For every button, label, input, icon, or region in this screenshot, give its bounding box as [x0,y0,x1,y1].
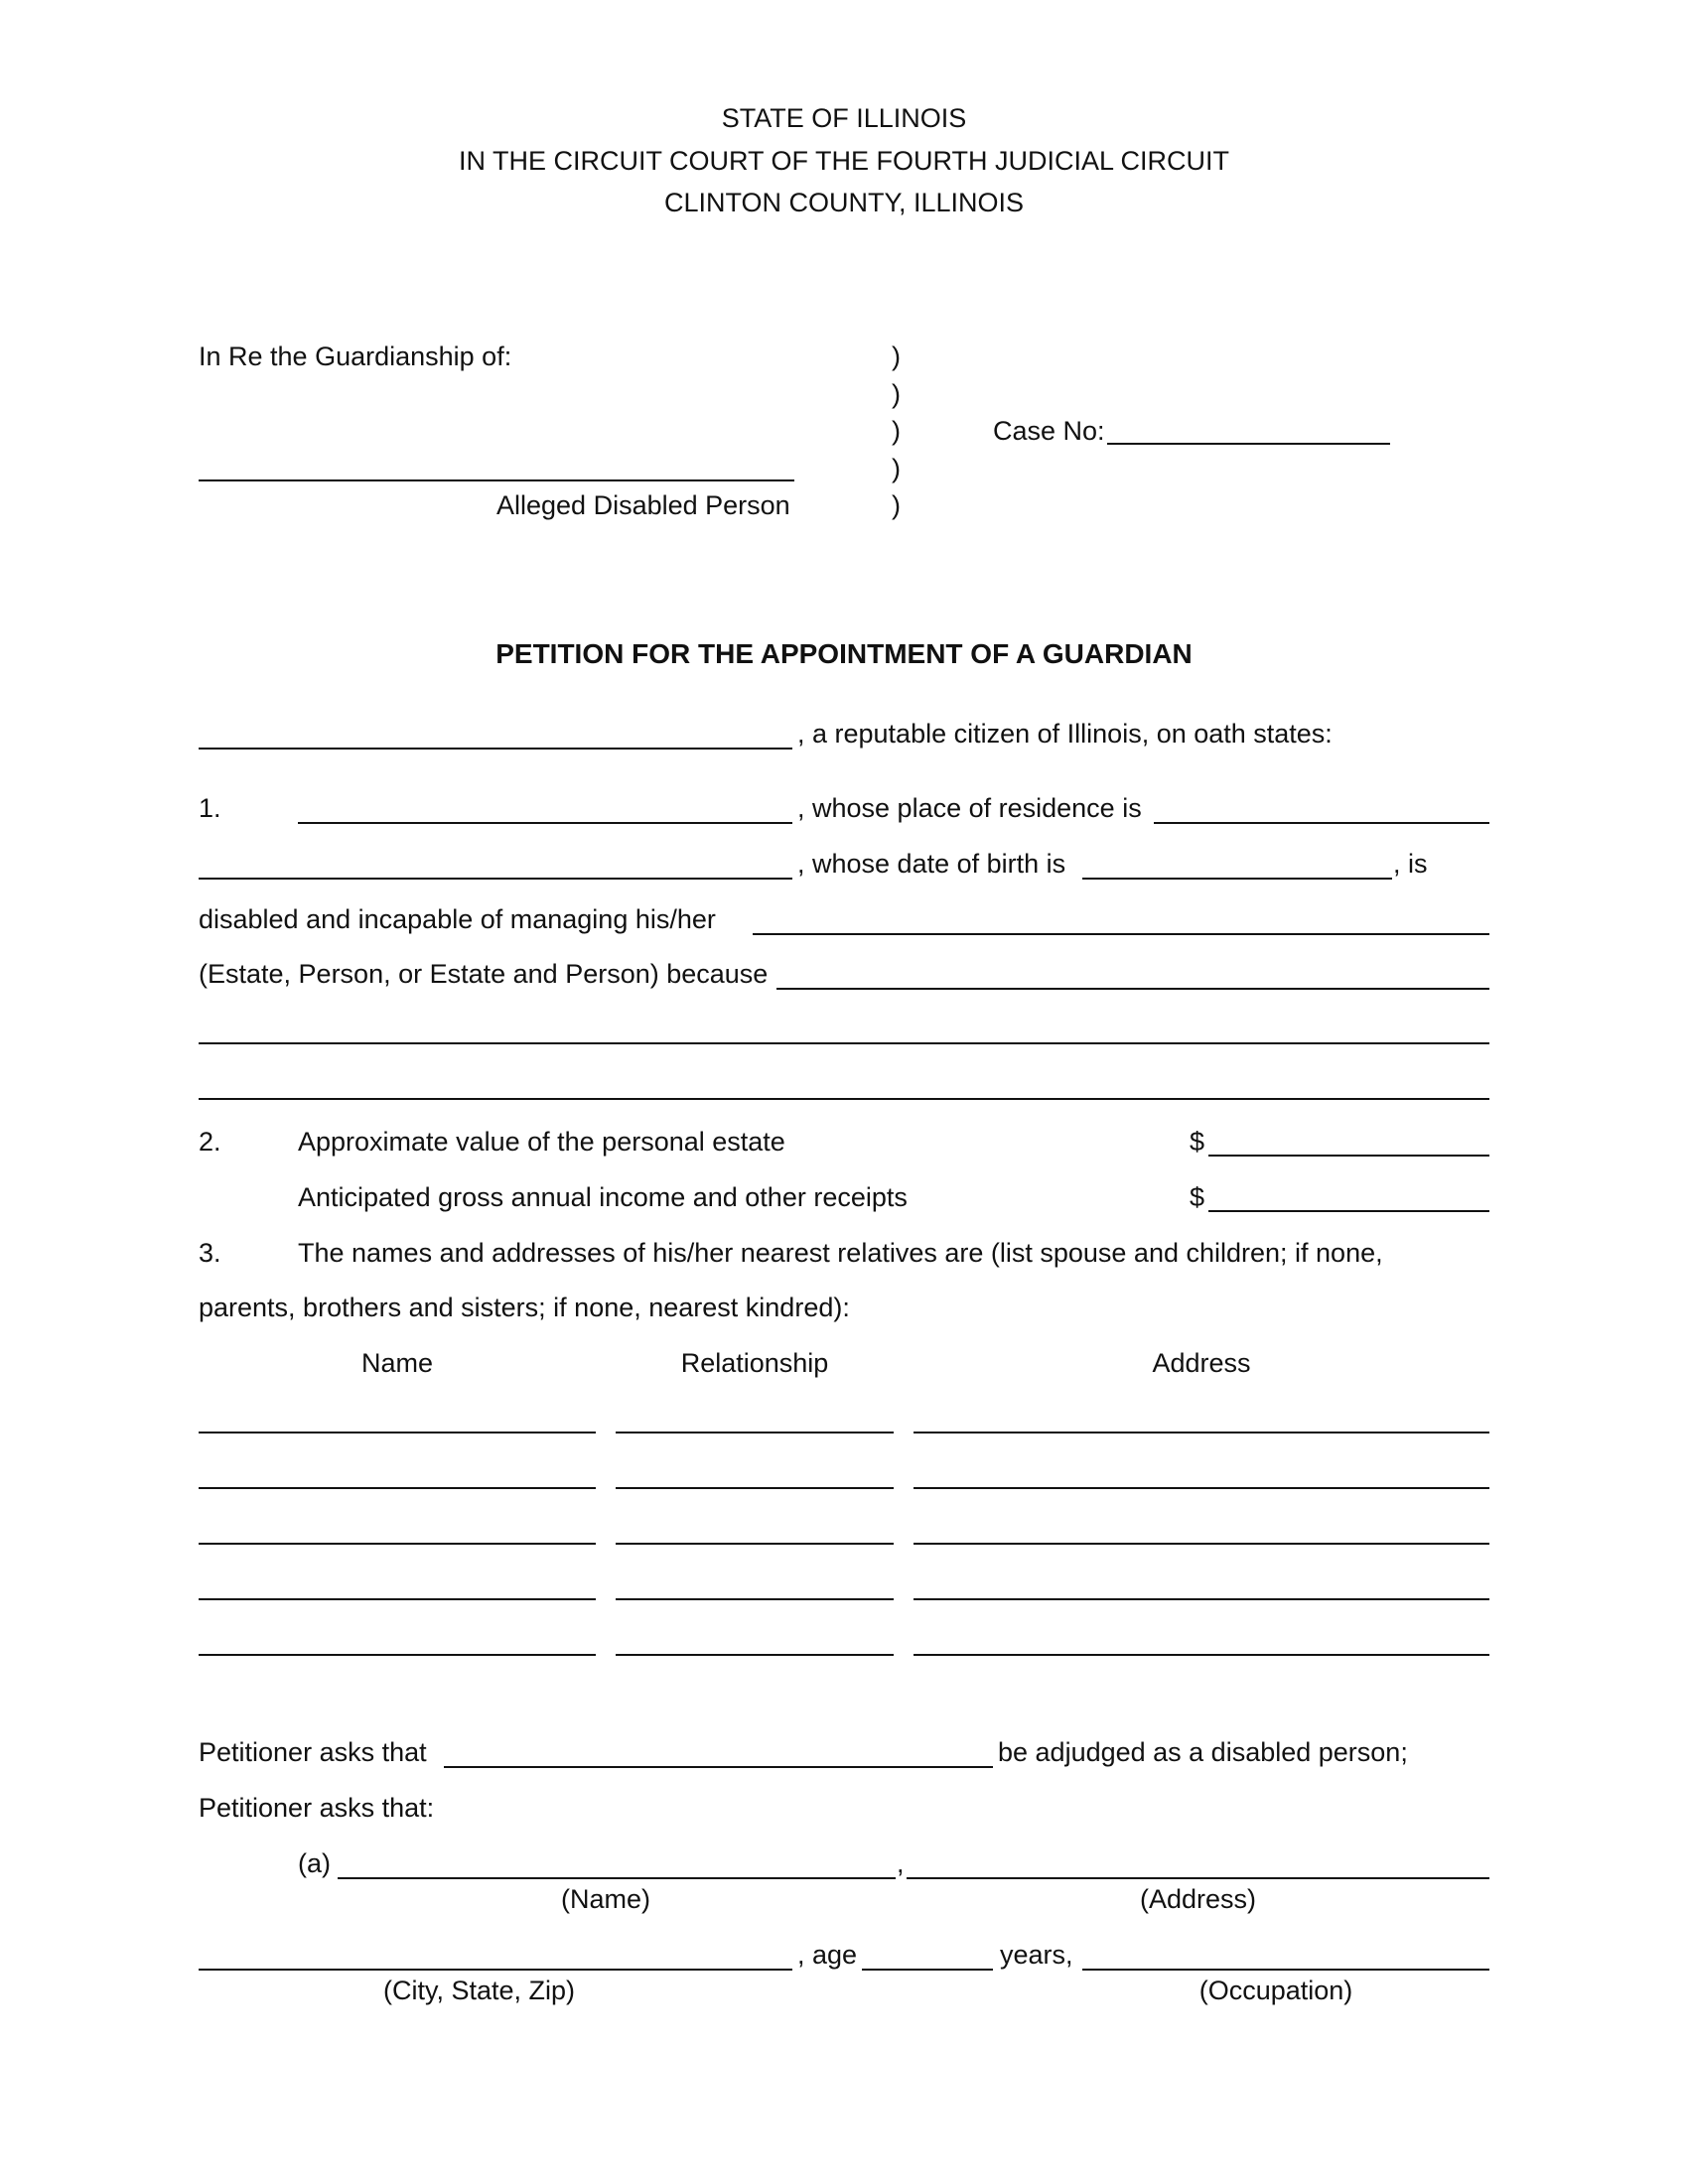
caption-paren: ) [892,454,901,483]
guardian-occupation-field[interactable] [1082,1969,1489,1971]
estate-dollar: $ [1190,1127,1205,1157]
residence-label: , whose place of residence is [797,793,1142,823]
dob-field[interactable] [1082,878,1392,880]
age-label: , age [797,1940,858,1970]
case-no-label: Case No: [993,416,1105,446]
alleged-person-name-field[interactable] [199,479,794,481]
court-state: STATE OF ILLINOIS [721,103,967,133]
court-circuit: IN THE CIRCUIT COURT OF THE FOURTH JUDICIAL CIRCUIT [458,146,1230,176]
estate-value-field[interactable] [1208,1155,1489,1157]
relative-address-field[interactable] [914,1543,1489,1545]
relative-address-field[interactable] [914,1654,1489,1656]
col-relationship-header: Relationship [680,1348,829,1378]
document-title: PETITION FOR THE APPOINTMENT OF A GUARDIAN [495,638,1193,669]
relative-address-field[interactable] [914,1432,1489,1433]
relative-name-field[interactable] [199,1543,596,1545]
address-caption: (Address) [1139,1884,1257,1914]
relative-name-field[interactable] [199,1598,596,1600]
disabled-label: disabled and incapable of managing his/her [199,904,716,934]
item3-number: 3. [199,1238,221,1268]
relative-relationship-field[interactable] [616,1432,894,1433]
relative-relationship-field[interactable] [616,1543,894,1545]
occupation-caption: (Occupation) [1198,1976,1353,2005]
income-dollar: $ [1190,1182,1205,1212]
case-no-field[interactable] [1107,443,1390,445]
relative-name-field[interactable] [199,1487,596,1489]
income-field[interactable] [1208,1210,1489,1212]
guardian-city-state-zip-field[interactable] [199,1969,792,1971]
adjudged-label: be adjudged as a disabled person; [998,1737,1408,1767]
income-label: Anticipated gross annual income and other receipts [298,1182,908,1212]
residence-cont-field[interactable] [199,878,792,880]
estate-value-label: Approximate value of the personal estate [298,1127,785,1157]
guardian-name-field[interactable] [338,1877,896,1879]
relative-relationship-field[interactable] [616,1487,894,1489]
relative-address-field[interactable] [914,1598,1489,1600]
relative-relationship-field[interactable] [616,1598,894,1600]
caption-paren: ) [892,416,901,446]
because-cont-field[interactable] [199,1098,1489,1100]
col-address-header: Address [1152,1348,1251,1378]
dob-label: , whose date of birth is [797,849,1066,879]
caption-paren: ) [892,490,901,520]
court-county: CLINTON COUNTY, ILLINOIS [663,188,1025,217]
because-label: (Estate, Person, or Estate and Person) because [199,959,769,989]
managing-field[interactable] [753,933,1489,935]
comma-sep: , [897,1848,905,1878]
asks-that-label: Petitioner asks that [199,1737,427,1767]
relatives-text-cont: parents, brothers and sisters; if none, nearest kindred): [199,1293,850,1322]
residence-field[interactable] [1154,822,1489,824]
adjudged-person-field[interactable] [444,1766,993,1768]
is-label: , is [1393,849,1428,879]
name-caption: (Name) [560,1884,650,1914]
guardian-address-field[interactable] [907,1877,1489,1879]
relative-address-field[interactable] [914,1487,1489,1489]
relative-name-field[interactable] [199,1432,596,1433]
item-a-label: (a) [298,1848,331,1878]
alleged-disabled-label: Alleged Disabled Person [496,490,790,520]
relatives-text: The names and addresses of his/her nearest relatives are (list spouse and children; if none, [298,1238,1383,1268]
col-name-header: Name [360,1348,434,1378]
caption-paren: ) [892,341,901,371]
relative-name-field[interactable] [199,1654,596,1656]
item2-number: 2. [199,1127,221,1157]
because-cont-field[interactable] [199,1042,1489,1044]
because-field[interactable] [776,988,1489,990]
asks-that-label-2: Petitioner asks that: [199,1793,435,1823]
relative-relationship-field[interactable] [616,1654,894,1656]
respondent-name-field[interactable] [298,822,792,824]
city-state-zip-caption: (City, State, Zip) [382,1976,576,2005]
caption-paren: ) [892,379,901,409]
item1-number: 1. [199,793,221,823]
intro-text: , a reputable citizen of Illinois, on oath states: [797,719,1333,749]
petitioner-name-field[interactable] [199,748,792,750]
guardian-age-field[interactable] [862,1969,993,1971]
years-label: years, [1000,1940,1073,1970]
in-re-label: In Re the Guardianship of: [199,341,512,371]
